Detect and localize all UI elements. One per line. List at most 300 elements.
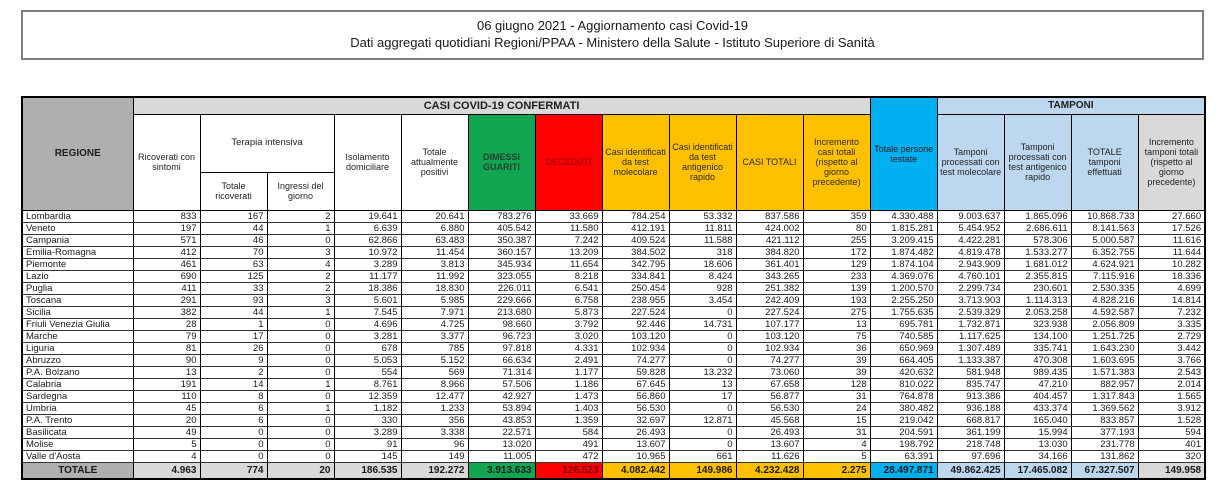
value-cell: 2.299.734	[937, 282, 1004, 294]
value-cell: 2.729	[1138, 330, 1205, 342]
value-cell: 204.591	[870, 426, 937, 438]
value-cell: 227.524	[736, 306, 803, 318]
value-cell: 31	[803, 426, 870, 438]
value-cell: 126.523	[535, 462, 602, 479]
value-cell: 4.082.442	[602, 462, 669, 479]
table-row	[22, 402, 1205, 414]
column-header-persone-testate: Totale persone testate	[870, 97, 937, 210]
column-header-tamponi-totale: TOTALE tamponi effettuati	[1071, 114, 1138, 210]
bulletin-title: 06 giugno 2021 - Aggiornamento casi Covid-19	[476, 18, 748, 33]
value-cell: 835.747	[937, 378, 1004, 390]
value-cell: 1.233	[401, 402, 468, 414]
value-cell: 28.497.871	[870, 462, 937, 479]
value-cell: 193	[803, 294, 870, 306]
column-header-tamponi-molecolare: Tamponi processati con test molecolare	[937, 114, 1004, 210]
region-name: Lombardia	[22, 210, 133, 222]
value-cell: 11.588	[669, 234, 736, 246]
value-cell: 4.696	[334, 318, 401, 330]
value-cell: 63.391	[870, 450, 937, 462]
value-cell: 230.601	[1004, 282, 1071, 294]
value-cell: 4.422.281	[937, 234, 1004, 246]
value-cell: 13	[133, 366, 200, 378]
value-cell: 17	[669, 390, 736, 402]
value-cell: 226.011	[468, 282, 535, 294]
value-cell: 67.327.507	[1071, 462, 1138, 479]
region-name: Valle d'Aosta	[22, 450, 133, 462]
value-cell: 3.338	[401, 426, 468, 438]
value-cell: 107.177	[736, 318, 803, 330]
value-cell: 5.152	[401, 354, 468, 366]
region-name: Calabria	[22, 378, 133, 390]
value-cell: 405.542	[468, 222, 535, 234]
value-cell: 740.585	[870, 330, 937, 342]
value-cell: 13.020	[468, 438, 535, 450]
value-cell: 22.571	[468, 426, 535, 438]
value-cell: 4	[267, 258, 334, 270]
value-cell: 75	[803, 330, 870, 342]
value-cell: 91	[334, 438, 401, 450]
value-cell: 594	[1138, 426, 1205, 438]
value-cell: 678	[334, 342, 401, 354]
value-cell: 433.374	[1004, 402, 1071, 414]
value-cell: 14.731	[669, 318, 736, 330]
region-name: Piemonte	[22, 258, 133, 270]
table-row	[22, 438, 1205, 450]
value-cell: 13	[669, 378, 736, 390]
table-row	[22, 354, 1205, 366]
table-row	[22, 342, 1205, 354]
value-cell: 11.992	[401, 270, 468, 282]
value-cell: 1.251.725	[1071, 330, 1138, 342]
value-cell: 20	[267, 462, 334, 479]
value-cell: 0	[200, 450, 267, 462]
value-cell: 13.607	[602, 438, 669, 450]
value-cell: 43.853	[468, 414, 535, 426]
value-cell: 33	[200, 282, 267, 294]
value-cell: 421.112	[736, 234, 803, 246]
value-cell: 1.114.313	[1004, 294, 1071, 306]
value-cell: 74.277	[602, 354, 669, 366]
value-cell: 785	[401, 342, 468, 354]
value-cell: 66.634	[468, 354, 535, 366]
value-cell: 1.755.635	[870, 306, 937, 318]
value-cell: 4.624.921	[1071, 258, 1138, 270]
value-cell: 45.568	[736, 414, 803, 426]
value-cell: 4	[133, 450, 200, 462]
value-cell: 2.255.250	[870, 294, 937, 306]
value-cell: 330	[334, 414, 401, 426]
value-cell: 20.641	[401, 210, 468, 222]
region-name: Umbria	[22, 402, 133, 414]
value-cell: 31	[803, 390, 870, 402]
value-cell: 192.272	[401, 462, 468, 479]
value-cell: 382	[133, 306, 200, 318]
value-cell: 167	[200, 210, 267, 222]
value-cell: 12.871	[669, 414, 736, 426]
value-cell: 409.524	[602, 234, 669, 246]
value-cell: 0	[267, 342, 334, 354]
region-name: Molise	[22, 438, 133, 450]
group-header-terapia-intensiva: Terapia intensiva	[200, 114, 334, 172]
value-cell: 63	[200, 258, 267, 270]
value-cell: 1.117.625	[937, 330, 1004, 342]
table-row	[22, 390, 1205, 402]
value-cell: 96.723	[468, 330, 535, 342]
value-cell: 5	[803, 450, 870, 462]
value-cell: 377.193	[1071, 426, 1138, 438]
value-cell: 2.275	[803, 462, 870, 479]
value-cell: 2	[267, 282, 334, 294]
value-cell: 10.282	[1138, 258, 1205, 270]
value-cell: 936.188	[937, 402, 1004, 414]
value-cell: 5	[133, 438, 200, 450]
value-cell: 0	[267, 450, 334, 462]
value-cell: 0	[669, 342, 736, 354]
value-cell: 129	[803, 258, 870, 270]
value-cell: 17	[200, 330, 267, 342]
value-cell: 8	[200, 390, 267, 402]
table-body	[22, 210, 1205, 479]
value-cell: 690	[133, 270, 200, 282]
value-cell: 1.133.387	[937, 354, 1004, 366]
value-cell: 56.530	[736, 402, 803, 414]
value-cell: 0	[669, 426, 736, 438]
value-cell: 24	[803, 402, 870, 414]
value-cell: 342.795	[602, 258, 669, 270]
table-row	[22, 318, 1205, 330]
value-cell: 67.658	[736, 378, 803, 390]
value-cell: 4	[803, 438, 870, 450]
value-cell: 928	[669, 282, 736, 294]
value-cell: 79	[133, 330, 200, 342]
value-cell: 149.986	[669, 462, 736, 479]
value-cell: 81	[133, 342, 200, 354]
value-cell: 10.972	[334, 246, 401, 258]
value-cell: 7.971	[401, 306, 468, 318]
value-cell: 39	[803, 354, 870, 366]
value-cell: 343.265	[736, 270, 803, 282]
value-cell: 0	[669, 438, 736, 450]
value-cell: 9	[200, 354, 267, 366]
value-cell: 318	[669, 246, 736, 258]
value-cell: 139	[803, 282, 870, 294]
value-cell: 8.218	[535, 270, 602, 282]
value-cell: 251.382	[736, 282, 803, 294]
value-cell: 4.828.216	[1071, 294, 1138, 306]
value-cell: 18.830	[401, 282, 468, 294]
value-cell: 11.811	[669, 222, 736, 234]
value-cell: 6	[200, 402, 267, 414]
value-cell: 56.860	[602, 390, 669, 402]
value-cell: 3.792	[535, 318, 602, 330]
value-cell: 384.502	[602, 246, 669, 258]
table-row	[22, 222, 1205, 234]
value-cell: 131.862	[1071, 450, 1138, 462]
region-name: Marche	[22, 330, 133, 342]
value-cell: 134.100	[1004, 330, 1071, 342]
value-cell: 1.815.281	[870, 222, 937, 234]
value-cell: 149.958	[1138, 462, 1205, 479]
covid-data-table	[21, 96, 1206, 480]
value-cell: 11.454	[401, 246, 468, 258]
value-cell: 5.454.952	[937, 222, 1004, 234]
value-cell: 46	[200, 234, 267, 246]
value-cell: 8.966	[401, 378, 468, 390]
table-row	[22, 306, 1205, 318]
value-cell: 581.948	[937, 366, 1004, 378]
value-cell: 1.681.012	[1004, 258, 1071, 270]
value-cell: 13.209	[535, 246, 602, 258]
value-cell: 231.778	[1071, 438, 1138, 450]
value-cell: 1.182	[334, 402, 401, 414]
title-box	[21, 10, 1204, 60]
value-cell: 774	[200, 462, 267, 479]
value-cell: 238.955	[602, 294, 669, 306]
value-cell: 1.359	[535, 414, 602, 426]
value-cell: 229.666	[468, 294, 535, 306]
value-cell: 359	[803, 210, 870, 222]
value-cell: 2	[200, 366, 267, 378]
region-name: Abruzzo	[22, 354, 133, 366]
value-cell: 197	[133, 222, 200, 234]
value-cell: 28	[133, 318, 200, 330]
value-cell: 5.000.587	[1071, 234, 1138, 246]
value-cell: 1.186	[535, 378, 602, 390]
column-header-casi-totali: CASI TOTALI	[736, 114, 803, 210]
value-cell: 4.592.587	[1071, 306, 1138, 318]
value-cell: 3.912	[1138, 402, 1205, 414]
value-cell: 242.409	[736, 294, 803, 306]
value-cell: 191	[133, 378, 200, 390]
value-cell: 5.053	[334, 354, 401, 366]
region-name: Sardegna	[22, 390, 133, 402]
table-row	[22, 270, 1205, 282]
column-header-terapia-totale: Totale ricoverati	[200, 172, 267, 210]
value-cell: 250.454	[602, 282, 669, 294]
value-cell: 0	[200, 438, 267, 450]
value-cell: 913.386	[937, 390, 1004, 402]
value-cell: 695.781	[870, 318, 937, 330]
value-cell: 0	[267, 366, 334, 378]
value-cell: 5.873	[535, 306, 602, 318]
value-cell: 356	[401, 414, 468, 426]
value-cell: 97.696	[937, 450, 1004, 462]
table-row	[22, 246, 1205, 258]
value-cell: 19.641	[334, 210, 401, 222]
value-cell: 14	[200, 378, 267, 390]
region-name: Basilicata	[22, 426, 133, 438]
value-cell: 7.232	[1138, 306, 1205, 318]
value-cell: 47.210	[1004, 378, 1071, 390]
value-cell: 1.874.104	[870, 258, 937, 270]
value-cell: 554	[334, 366, 401, 378]
value-cell: 1.603.695	[1071, 354, 1138, 366]
value-cell: 1.317.843	[1071, 390, 1138, 402]
value-cell: 784.254	[602, 210, 669, 222]
value-cell: 0	[267, 426, 334, 438]
value-cell: 1.643.230	[1071, 342, 1138, 354]
value-cell: 103.120	[602, 330, 669, 342]
value-cell: 8.761	[334, 378, 401, 390]
value-cell: 110	[133, 390, 200, 402]
value-cell: 0	[267, 330, 334, 342]
value-cell: 0	[267, 390, 334, 402]
value-cell: 404.457	[1004, 390, 1071, 402]
value-cell: 2.943.909	[937, 258, 1004, 270]
value-cell: 764.878	[870, 390, 937, 402]
value-cell: 10.868.733	[1071, 210, 1138, 222]
value-cell: 2.530.335	[1071, 282, 1138, 294]
value-cell: 275	[803, 306, 870, 318]
value-cell: 837.586	[736, 210, 803, 222]
value-cell: 584	[535, 426, 602, 438]
value-cell: 102.934	[602, 342, 669, 354]
value-cell: 1.865.096	[1004, 210, 1071, 222]
value-cell: 320	[1138, 450, 1205, 462]
value-cell: 11.616	[1138, 234, 1205, 246]
value-cell: 39	[803, 366, 870, 378]
value-cell: 15	[803, 414, 870, 426]
value-cell: 380.482	[870, 402, 937, 414]
value-cell: 291	[133, 294, 200, 306]
value-cell: 1	[267, 222, 334, 234]
value-cell: 56.530	[602, 402, 669, 414]
value-cell: 219.042	[870, 414, 937, 426]
value-cell: 2.056.809	[1071, 318, 1138, 330]
value-cell: 97.818	[468, 342, 535, 354]
value-cell: 186.535	[334, 462, 401, 479]
value-cell: 2.053.258	[1004, 306, 1071, 318]
value-cell: 12.477	[401, 390, 468, 402]
region-name: Friuli Venezia Giulia	[22, 318, 133, 330]
value-cell: 13.030	[1004, 438, 1071, 450]
value-cell: 3	[267, 246, 334, 258]
value-cell: 1.565	[1138, 390, 1205, 402]
value-cell: 36	[803, 342, 870, 354]
value-cell: 96	[401, 438, 468, 450]
table-row	[22, 366, 1205, 378]
region-name: P.A. Bolzano	[22, 366, 133, 378]
value-cell: 4.699	[1138, 282, 1205, 294]
table-row	[22, 210, 1205, 222]
table-row	[22, 282, 1205, 294]
value-cell: 92.446	[602, 318, 669, 330]
column-header-dimessi-guariti: DIMESSI GUARITI	[468, 114, 535, 210]
value-cell: 412.191	[602, 222, 669, 234]
table-row	[22, 258, 1205, 270]
value-cell: 4.725	[401, 318, 468, 330]
value-cell: 57.506	[468, 378, 535, 390]
value-cell: 90	[133, 354, 200, 366]
value-cell: 6.639	[334, 222, 401, 234]
region-name: Liguria	[22, 342, 133, 354]
value-cell: 882.957	[1071, 378, 1138, 390]
region-name: P.A. Trento	[22, 414, 133, 426]
region-name: Veneto	[22, 222, 133, 234]
value-cell: 11.005	[468, 450, 535, 462]
value-cell: 0	[669, 306, 736, 318]
value-cell: 3.442	[1138, 342, 1205, 354]
value-cell: 44	[200, 306, 267, 318]
value-cell: 67.645	[602, 378, 669, 390]
value-cell: 49.862.425	[937, 462, 1004, 479]
value-cell: 0	[267, 438, 334, 450]
value-cell: 10.965	[602, 450, 669, 462]
group-header-tamponi: TAMPONI	[937, 97, 1205, 114]
value-cell: 461	[133, 258, 200, 270]
value-cell: 1	[267, 402, 334, 414]
bulletin-subtitle: Dati aggregati quotidiani Regioni/PPAA - Ministero della Salute - Istituto Superiore di Sanità	[350, 35, 875, 50]
value-cell: 4.330.488	[870, 210, 937, 222]
value-cell: 412	[133, 246, 200, 258]
value-cell: 18.336	[1138, 270, 1205, 282]
value-cell: 0	[267, 234, 334, 246]
value-cell: 334.841	[602, 270, 669, 282]
value-cell: 17.526	[1138, 222, 1205, 234]
value-cell: 4.963	[133, 462, 200, 479]
value-cell: 4.232.428	[736, 462, 803, 479]
value-cell: 3.813	[401, 258, 468, 270]
value-cell: 53.332	[669, 210, 736, 222]
value-cell: 102.934	[736, 342, 803, 354]
value-cell: 2.355.815	[1004, 270, 1071, 282]
value-cell: 213.680	[468, 306, 535, 318]
value-cell: 172	[803, 246, 870, 258]
value-cell: 1.473	[535, 390, 602, 402]
value-cell: 4.331	[535, 342, 602, 354]
value-cell: 98.660	[468, 318, 535, 330]
value-cell: 1.307.489	[937, 342, 1004, 354]
column-header-tamponi-antigenico: Tamponi processati con test antigenico rapido	[1004, 114, 1071, 210]
value-cell: 3.713.903	[937, 294, 1004, 306]
value-cell: 5.601	[334, 294, 401, 306]
value-cell: 1.177	[535, 366, 602, 378]
value-cell: 7.545	[334, 306, 401, 318]
value-cell: 26.493	[602, 426, 669, 438]
value-cell: 1	[267, 306, 334, 318]
value-cell: 1.571.383	[1071, 366, 1138, 378]
value-cell: 0	[267, 354, 334, 366]
value-cell: 2.539.329	[937, 306, 1004, 318]
value-cell: 3.209.415	[870, 234, 937, 246]
value-cell: 11.177	[334, 270, 401, 282]
value-cell: 361.199	[937, 426, 1004, 438]
value-cell: 0	[669, 402, 736, 414]
value-cell: 33.669	[535, 210, 602, 222]
value-cell: 233	[803, 270, 870, 282]
value-cell: 103.120	[736, 330, 803, 342]
value-cell: 5.985	[401, 294, 468, 306]
value-cell: 3.289	[334, 258, 401, 270]
value-cell: 360.157	[468, 246, 535, 258]
value-cell: 664.405	[870, 354, 937, 366]
value-cell: 411	[133, 282, 200, 294]
column-header-terapia-ingressi: Ingressi del giorno	[267, 172, 334, 210]
value-cell: 6.541	[535, 282, 602, 294]
column-header-attualmente-positivi: Totale attualmente positivi	[401, 114, 468, 210]
value-cell: 783.276	[468, 210, 535, 222]
value-cell: 1.533.277	[1004, 246, 1071, 258]
region-name: Sicilia	[22, 306, 133, 318]
value-cell: 345.934	[468, 258, 535, 270]
value-cell: 49	[133, 426, 200, 438]
value-cell: 650.969	[870, 342, 937, 354]
value-cell: 989.435	[1004, 366, 1071, 378]
value-cell: 56.877	[736, 390, 803, 402]
value-cell: 661	[669, 450, 736, 462]
value-cell: 218.748	[937, 438, 1004, 450]
value-cell: 53.894	[468, 402, 535, 414]
